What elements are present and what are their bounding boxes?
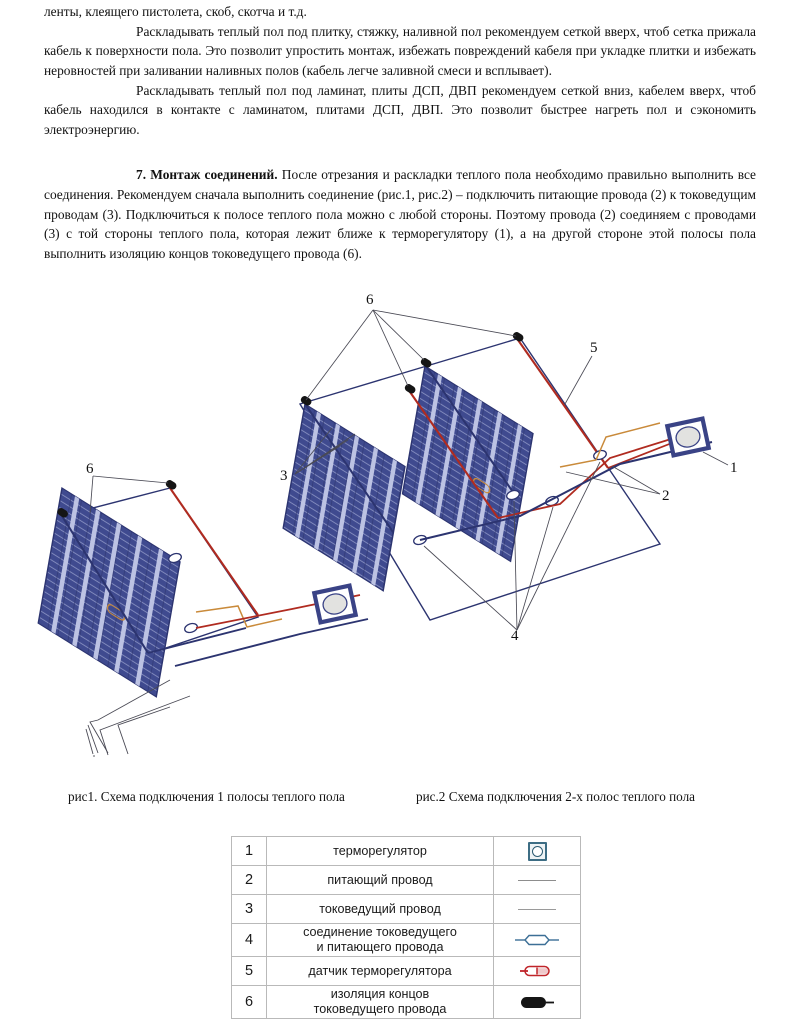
legend-desc-6-line2: токоведущего провода bbox=[313, 1002, 447, 1016]
connector-icon-svg bbox=[514, 931, 560, 949]
figure-2-caption: рис.2 Схема подключения 2-х полос теплого пола bbox=[416, 789, 696, 804]
paragraph-3: Раскладывать теплый пол под ламинат, плиты ДСП, ДВП рекомендуем сеткой вниз, кабелем вверх, чтоб кабель находился в контакте с ламинатом, плитами ДСП, ДВП. Это позволит быстрее нагреть пол и сэкономить электроэнергию. bbox=[44, 82, 756, 137]
fig2-callout-3: 3 bbox=[280, 468, 288, 484]
legend-num-1: 1 bbox=[232, 837, 267, 866]
thermostat-icon bbox=[494, 838, 580, 864]
fig2-callout-5: 5 bbox=[590, 340, 598, 356]
legend-table bbox=[231, 836, 581, 1019]
thermostat-icon-shape bbox=[528, 842, 547, 861]
legend-symbol-cell-5 bbox=[494, 957, 581, 986]
thermostat-dial-icon bbox=[532, 846, 543, 857]
legend-desc-6-line1: изоляция концов bbox=[330, 987, 430, 1002]
figure-1-caption: рис1. Схема подключения 1 полосы теплого пола bbox=[68, 789, 345, 804]
legend-desc-4 bbox=[267, 924, 494, 957]
legend-symbol-cell-3 bbox=[494, 895, 581, 924]
figures-illustration bbox=[0, 282, 800, 782]
connector-icon bbox=[494, 927, 580, 953]
table-row bbox=[232, 924, 581, 957]
fig2-callout-1: 1 bbox=[730, 460, 738, 476]
sensor-icon-svg bbox=[517, 963, 557, 979]
fig1-unused bbox=[148, 654, 300, 782]
live-wire-line-icon bbox=[494, 896, 580, 922]
legend-desc-4-line2: и питающего провода bbox=[316, 940, 444, 954]
figure-2-group bbox=[283, 331, 712, 620]
wiring-diagram-svg bbox=[0, 282, 800, 782]
section-7-paragraph bbox=[44, 165, 756, 263]
insulation-icon bbox=[494, 989, 580, 1015]
table-row bbox=[232, 895, 581, 924]
paragraph-spacer bbox=[44, 139, 756, 165]
legend-desc-5: датчик терморегулятора bbox=[267, 957, 494, 986]
line-icon bbox=[518, 909, 556, 910]
paragraph-2: Раскладывать теплый пол под плитку, стяжку, наливной пол рекомендуем сеткой вверх, чтоб сетка прижала кабель к поверхности пола. Это позволит упростить монтаж, избежать повреждений кабеля при укладке плитки и избежать неровностей при заливании наливных полов (кабель легче заливной смеси и всплывает). bbox=[44, 23, 756, 78]
legend-symbol-cell-1 bbox=[494, 837, 581, 866]
legend-desc-4-line1: соединение токоведущего bbox=[303, 925, 457, 940]
fig2-callout-6: 6 bbox=[366, 292, 374, 308]
figure-captions bbox=[0, 789, 800, 811]
insulation-icon-svg bbox=[517, 993, 557, 1011]
legend-symbol-cell-6 bbox=[494, 986, 581, 1019]
line-icon bbox=[518, 880, 556, 881]
fig2-callout-2: 2 bbox=[662, 488, 670, 504]
fig2-thermostat bbox=[667, 419, 708, 456]
section-7-body: После отрезания и раскладки теплого пола необходимо правильно выполнить все соединения. Рекомендуем сначала выполнить соединение (рис.1, рис.2) – подключить питающие провода (2) к токоведущим проводам (3). Подключиться к полосе теплого пола можно с любой стороны. Поэтому провода (2) соединяем с проводами (3) с той стороны теплого пола, которая лежит ближе к терморегулятору (1), а на другой стороне этой полосы пола выполнить изоляцию концов токоведущего провода (6). bbox=[44, 167, 756, 261]
paragraph-1: ленты, клеящего пистолета, скоб, скотча и т.д. bbox=[44, 4, 307, 19]
legend-desc-6 bbox=[267, 986, 494, 1019]
legend-num-5: 5 bbox=[232, 957, 267, 986]
legend-num-2: 2 bbox=[232, 866, 267, 895]
sensor-icon bbox=[494, 958, 580, 984]
fig1-thermostat bbox=[314, 586, 355, 623]
fig1-callout-6: 6 bbox=[86, 461, 94, 477]
legend-symbol-cell-4 bbox=[494, 924, 581, 957]
legend-symbol-cell-2 bbox=[494, 866, 581, 895]
table-row bbox=[232, 986, 581, 1019]
legend-num-4: 4 bbox=[232, 924, 267, 957]
legend-num-6: 6 bbox=[232, 986, 267, 1019]
legend-desc-3: токоведущий провод bbox=[267, 895, 494, 924]
legend-table-container bbox=[231, 836, 579, 1019]
fig2-callout-4: 4 bbox=[511, 628, 519, 644]
supply-wire-line-icon bbox=[494, 867, 580, 893]
table-row bbox=[232, 837, 581, 866]
table-row bbox=[232, 866, 581, 895]
fig1-leader-lines bbox=[86, 680, 190, 755]
legend-desc-2: питающий провод bbox=[267, 866, 494, 895]
table-row bbox=[232, 957, 581, 986]
legend-num-3: 3 bbox=[232, 895, 267, 924]
section-7-heading: 7. Монтаж соединений. bbox=[136, 167, 278, 183]
document-text-body bbox=[44, 2, 756, 264]
legend-desc-1: терморегулятор bbox=[267, 837, 494, 866]
